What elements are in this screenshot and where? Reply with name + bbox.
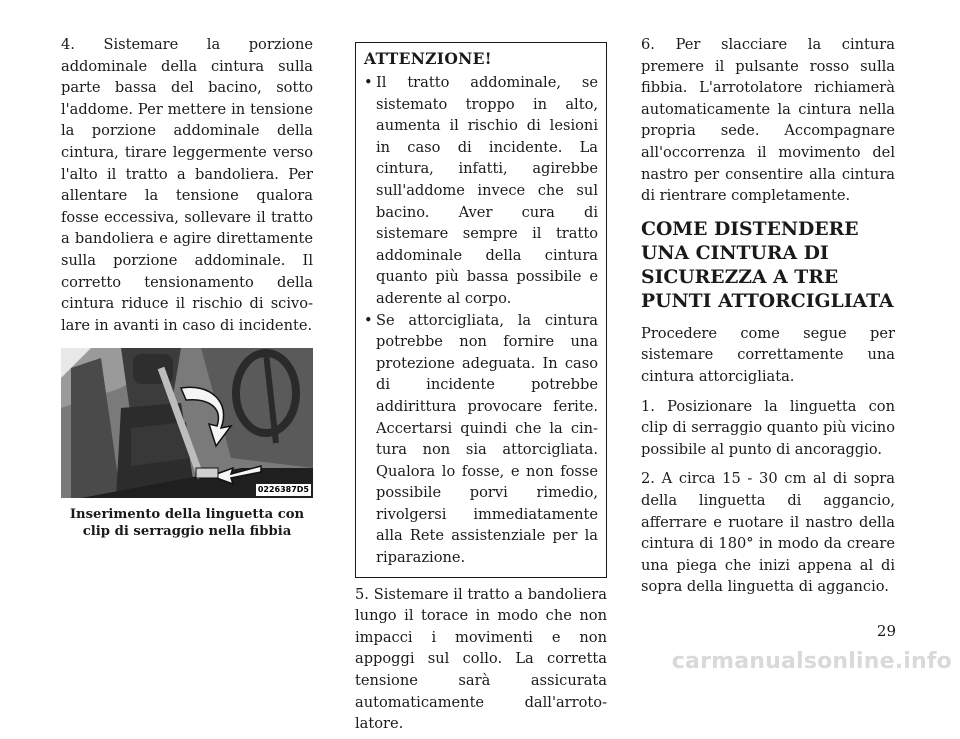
right-column <box>641 34 895 606</box>
section-heading: COME DISTENDERE UNA CINTURA DI SICUREZZA A TRE PUNTI ATTORCIGLIATA <box>641 217 894 312</box>
seatbelt-illustration <box>61 348 313 498</box>
step-2-text: 2. A circa 15 - 30 cm al di sopra della linguetta di aggancio, afferrare e ruotare il nastro della cintura di 180° in modo da creare una piega che inizi appena al di sopra della linguetta di aggancio. <box>641 470 895 596</box>
watermark: carmanualsonline.info <box>671 649 952 674</box>
warning-item: • Se attorcigliata, la cintura potrebbe non fornire una protezione adeguata. In caso di incidente potrebbe addirittura provocare ferite. Accertarsi quindi che la cintura non sia attorcigliata. Qualora lo fosse, e non fosse possibile porvi rimedio, rivolgersi immediatamente alla Rete assistenziale per la riparazione. <box>364 310 598 569</box>
seatbelt-figure <box>61 348 313 498</box>
warning-title: ATTENZIONE! <box>364 49 492 68</box>
left-column <box>61 34 313 540</box>
page-number: 29 <box>876 622 896 640</box>
figure-caption: Inserimento della linguetta con clip di serraggio nella fibbia <box>69 507 305 540</box>
warning-box <box>355 42 607 578</box>
step-1-text: 1. Posizionare la linguetta con clip di serraggio quanto più vicino possibile al punto di ancoraggio. <box>641 397 895 458</box>
warning-item: • Il tratto addominale, se sistemato troppo in alto, aumenta il rischio di lesioni in caso di incidente. La cintura, infatti, agirebbe sull'addome invece che sul bacino. Aver cura di sistemare sempre il tratto addominale della cintura quanto più bassa possibile e aderente al corpo. <box>364 72 598 310</box>
middle-column <box>355 38 607 739</box>
step-4-text: 4. Sistemare la porzione addominale della cintura sulla parte bassa del bacino, sotto l'addome. Per mettere in tensione la porzione addominale della cintura, tirare leggermente verso l'alto il tratto a bandoliera. Per allentare la tensione qualora fosse eccessiva, sollevare il tratto a bandoliera e agire direttamente sulla porzione addominale. Il corretto tensionamento della cintura riduce il rischio di scivolare in avanti in caso di incidente. <box>61 36 313 334</box>
figure-code: 0226387D5 <box>257 485 309 495</box>
intro-text: Procedere come segue per sistemare correttamente una cintura attorcigliata. <box>641 324 895 385</box>
step-6-text: 6. Per slacciare la cintura premere il pulsante rosso sulla fibbia. L'arrotolatore richiamerà automaticamente la cintura nella propria sede. Accompagnare all'occorrenza il movimento del nastro per consentire alla cintura di rientrare completamente. <box>641 36 895 205</box>
warning-list <box>364 72 598 569</box>
step-5-text: 5. Sistemare il tratto a bandoliera lungo il torace in modo che non impacci i movimenti e non appoggi sul collo. La corretta tensione sarà assicurata automaticamente dall'arrotolatore. <box>355 585 607 733</box>
